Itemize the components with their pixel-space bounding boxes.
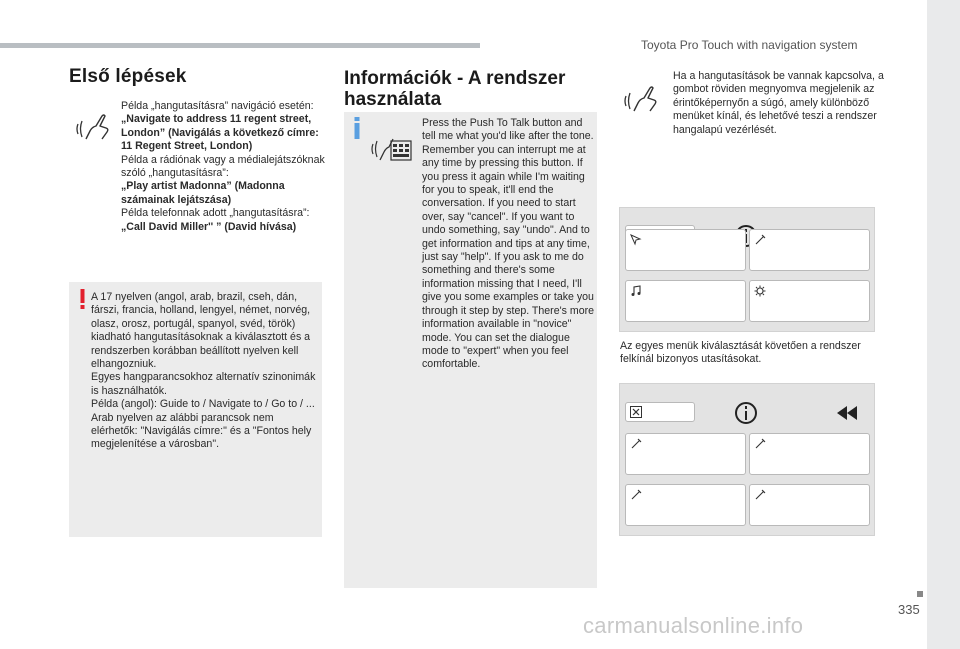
example-line: „Call David Miller'' ” (David hívása) xyxy=(121,220,297,233)
phone-icon xyxy=(630,438,642,450)
section-heading-info xyxy=(344,68,604,110)
heading-line: Információk - A rendszer xyxy=(344,68,566,89)
example-line: „Navigate to address 11 regent street, London” (Navigálás a következő címre: 11 Regent Street, London) xyxy=(121,113,319,153)
help-description: Ha a hangutasítások be vannak kapcsolva, a gombot röviden megnyomva megjelenik az érintőképernyőn a súgó, amely különböző menüket kínál, és lehetővé teszi a rendszer hangalapú vezérlését. xyxy=(673,70,884,136)
example-line: Példa a rádiónak vagy a médialejátszóknak szóló „hangutasításra”: xyxy=(121,153,325,180)
example-line: „Play artist Madonna” (Madonna számainak lejátszása) xyxy=(121,180,285,206)
music-note-icon xyxy=(630,285,642,297)
phone-icon xyxy=(754,234,766,246)
phone-tile[interactable] xyxy=(749,433,870,475)
watermark: carmanualsonline.info xyxy=(583,613,804,638)
close-tile[interactable] xyxy=(625,402,695,422)
settings-tile[interactable] xyxy=(749,280,870,322)
warning-line: Arab nyelven az alábbi parancsok nem elérhetők: "Navigálás címre:" és a "Fontos hely megjelenítése a városban". xyxy=(91,411,312,451)
warning-text xyxy=(91,291,319,452)
phone-icon xyxy=(754,489,766,501)
top-rule xyxy=(0,43,480,48)
voice-keyboard-icon xyxy=(370,134,412,162)
info-text: Press the Push To Talk button and tell me what you'd like after the tone. Remember you can interrupt me at any time by pressing this button. If you press it again while I'm waiting for you to speak, it'll end the conversation. If you need to start over, say "cancel". If you want to undo something, say "undo". And to get information and tips at any time, just say "help". If you ask to me do something and there's some information missing that I need, I'll give you some examples or take you through it step by step. There's more information available in "novice" mode. You can set the dialogue mode to "expert" when you feel comfortable. xyxy=(422,117,595,371)
page-edge-strip xyxy=(927,0,960,649)
heading-line: használata xyxy=(344,89,442,110)
submenu-description: Az egyes menük kiválasztását követően a rendszer felkínál bizonyos utasításokat. xyxy=(620,340,861,366)
screen-illustration-main xyxy=(619,207,875,332)
navigation-tile[interactable] xyxy=(625,229,746,271)
info-circle-icon[interactable] xyxy=(734,401,758,425)
warning-line: A 17 nyelven (angol, arab, brazil, cseh, dán, fárszi, francia, holland, lengyel, német, norvég, olasz, orosz, portugál, spanyol, svéd, török) kiadható hangutasításoknak a kiválasztott és a rendszerben korábban beállított nyelven kell elhangozniuk. xyxy=(91,291,311,371)
example-line: Példa telefonnak adott „hangutasításra”: xyxy=(121,207,310,220)
exclamation-icon xyxy=(80,289,85,309)
voice-command-icon xyxy=(622,84,662,114)
warning-line: Egyes hangparancsokhoz alternatív szinonimák is használhatók. xyxy=(91,371,316,397)
screen-illustration-submenu xyxy=(619,383,875,536)
phone-tile[interactable] xyxy=(749,484,870,526)
voice-examples-block xyxy=(121,100,326,234)
info-i-icon xyxy=(352,117,362,139)
phone-tile[interactable] xyxy=(625,484,746,526)
page-number: 335 xyxy=(898,602,920,617)
phone-icon xyxy=(754,438,766,450)
section-heading-first-steps: Első lépések xyxy=(69,66,187,87)
voice-command-icon xyxy=(74,112,114,142)
settings-gear-icon xyxy=(754,285,766,297)
phone-tile[interactable] xyxy=(625,433,746,475)
rewind-back-icon[interactable] xyxy=(835,403,859,423)
phone-tile[interactable] xyxy=(749,229,870,271)
page-marker xyxy=(917,591,923,597)
navigation-arrow-icon xyxy=(630,234,642,246)
warning-line: Példa (angol): Guide to / Navigate to / Go to / ... xyxy=(91,398,315,411)
music-tile[interactable] xyxy=(625,280,746,322)
running-header: Toyota Pro Touch with navigation system xyxy=(641,38,858,52)
phone-icon xyxy=(630,489,642,501)
example-line: Példa „hangutasításra” navigáció esetén: xyxy=(121,100,314,112)
close-x-icon xyxy=(630,406,642,418)
